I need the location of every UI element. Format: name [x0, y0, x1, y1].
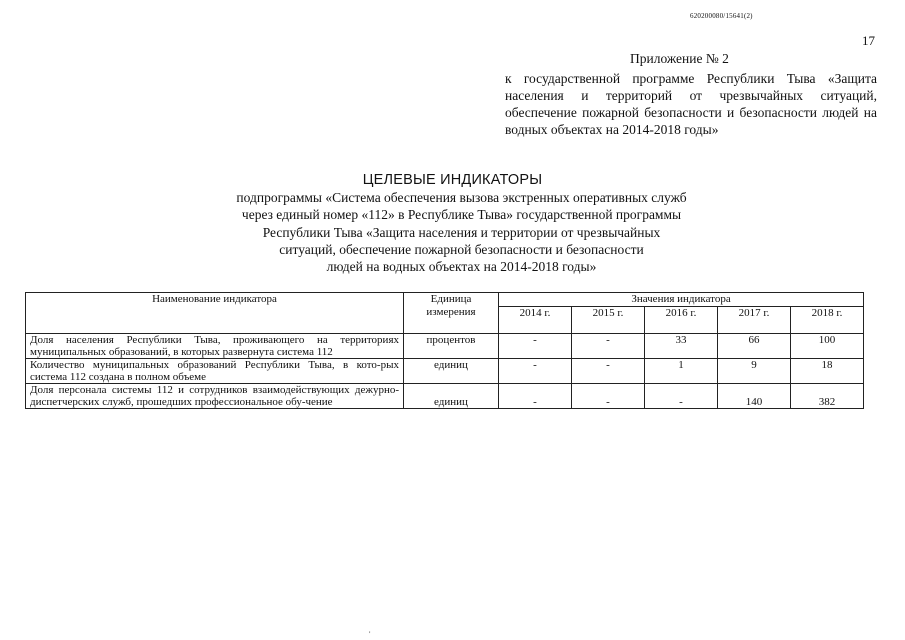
indicator-value: -	[645, 384, 718, 409]
column-header-unit-line2: измерения	[426, 306, 476, 318]
table-row	[26, 334, 864, 359]
column-header-year: 2018 г.	[791, 307, 864, 334]
indicator-value: -	[499, 384, 572, 409]
indicator-value: 382	[791, 384, 864, 409]
column-header-year: 2015 г.	[572, 307, 645, 334]
indicators-table	[25, 292, 864, 409]
indicator-value: -	[572, 384, 645, 409]
appendix-title: Приложение № 2	[630, 51, 729, 66]
indicator-name: Доля персонала системы 112 и сотрудников взаимодействующих дежурно-диспетчерских служб, прошедших профессиональное обу-чение	[26, 384, 404, 409]
indicator-value: 33	[645, 334, 718, 359]
column-header-unit-line1: Единица	[430, 293, 472, 305]
indicator-value: 66	[718, 334, 791, 359]
indicator-unit: единиц	[404, 359, 499, 384]
indicator-name: Количество муниципальных образований Республики Тыва, в кото-рых система 112 создана в полном объеме	[26, 359, 404, 384]
subheading-line: Республики Тыва «Защита населения и территории от чрезвычайных	[262, 224, 661, 240]
indicator-value: -	[572, 334, 645, 359]
column-header-year: 2017 г.	[718, 307, 791, 334]
subheading-line: подпрограммы «Система обеспечения вызова экстренных оперативных служб	[236, 190, 687, 205]
column-header-name: Наименование индикатора	[26, 293, 404, 334]
column-header-year: 2014 г.	[499, 307, 572, 334]
indicator-value: -	[572, 359, 645, 384]
document-subheading	[0, 189, 905, 275]
indicator-value: 140	[718, 384, 791, 409]
indicator-value: -	[499, 359, 572, 384]
indicator-value: 1	[645, 359, 718, 384]
indicator-value: 100	[791, 334, 864, 359]
indicator-value: 9	[718, 359, 791, 384]
table-row	[26, 384, 864, 409]
column-header-year: 2016 г.	[645, 307, 718, 334]
indicator-name: Доля населения Республики Тыва, проживающего на территориях муниципальных образований, в которых развернута система 112	[26, 334, 404, 359]
scan-mark: ,	[369, 628, 371, 634]
appendix-description: к государственной программе Республики Тыва «Защита населения и территорий от чрезвычайных ситуаций, обеспечение пожарной безопасности и безопасности людей на водных объектах на 2014-2018 годы»	[505, 71, 877, 137]
table-row	[26, 359, 864, 384]
document-heading: ЦЕЛЕВЫЕ ИНДИКАТОРЫ	[362, 172, 543, 188]
indicator-value: 18	[791, 359, 864, 384]
document-code: 620200080/15641(2)	[690, 12, 753, 20]
column-header-unit	[404, 293, 499, 334]
subheading-line: через единый номер «112» в Республике Тыва» государственной программы	[241, 207, 682, 223]
indicator-unit: единиц	[404, 384, 499, 409]
subheading-line: людей на водных объектах на 2014-2018 годы»	[326, 259, 597, 275]
page-number: 17	[862, 33, 875, 48]
column-header-values: Значения индикатора	[499, 293, 864, 307]
indicator-value: -	[499, 334, 572, 359]
subheading-line: ситуаций, обеспечение пожарной безопасности и безопасности	[279, 241, 644, 257]
indicator-unit: процентов	[404, 334, 499, 359]
